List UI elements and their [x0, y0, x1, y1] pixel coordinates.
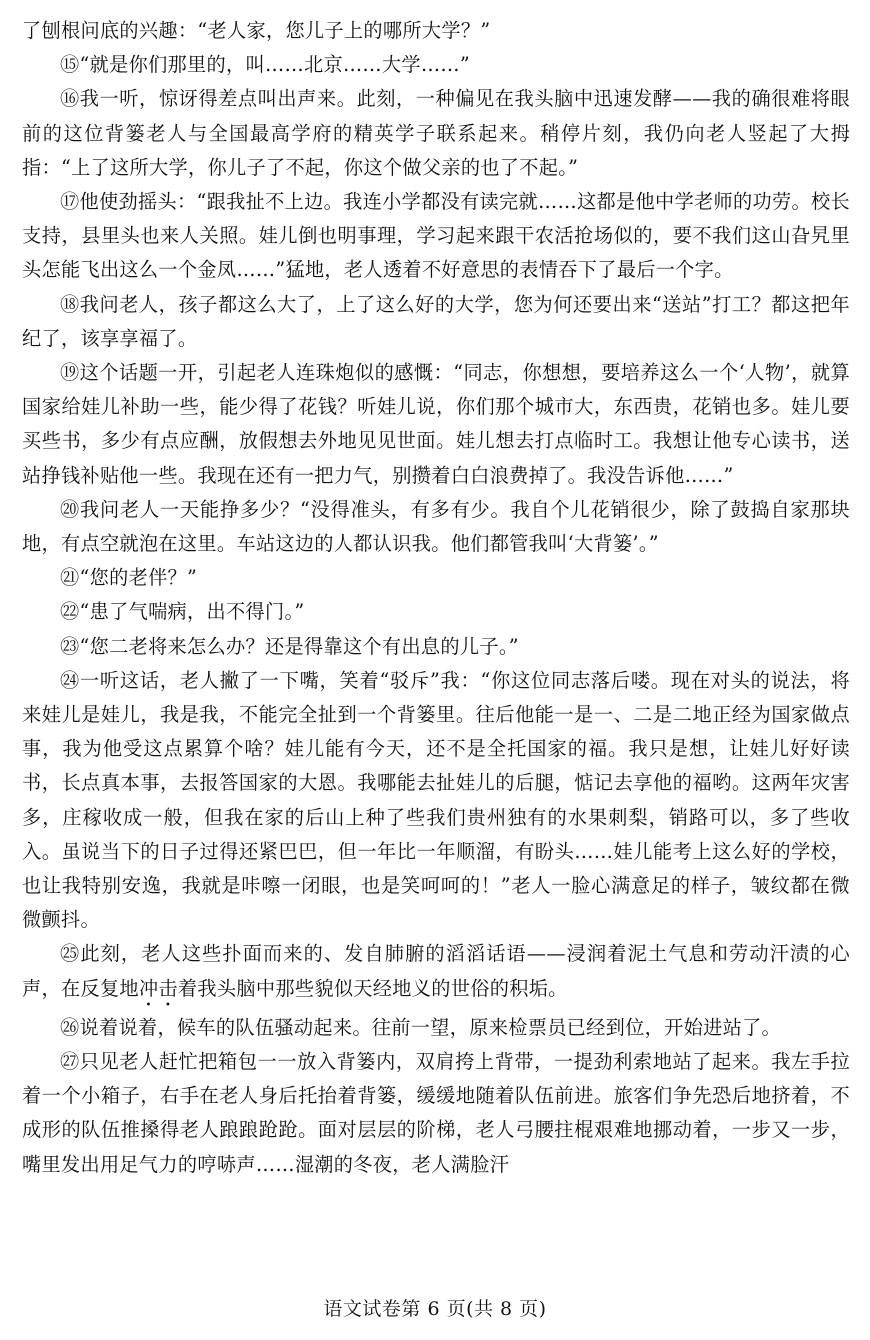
paragraph-text: 此刻，老人这些扑面而来的、发自肺腑的滔滔话语——浸润着泥土气息和劳动汗渍的心声，在反复地	[22, 942, 850, 1000]
paragraph-text: “就是你们那里的，叫……北京……大学……”	[79, 53, 470, 77]
paragraph-number: ㉒	[60, 600, 80, 624]
paragraph-17	[22, 185, 850, 288]
paragraph-text: 了刨根问底的兴趣：“老人家，您儿子上的哪所大学？”	[22, 19, 491, 42]
paragraph-text: 只见老人赶忙把箱包一一放入背篓内，双肩挎上背带，一提劲利索地站了起来。我左手拉着一个小箱子，右手在老人身后托抬着背篓，缓缓地随着队伍前进。旅客们争先恐后地挤着，不成形的队伍推搡得老人踉踉跄跄。面对层层的阶梯，老人弓腰拄棍艰难地挪动着，一步又一步，嘴里发出用足气力的哼哧声……湿潮的冬夜，老人满脸汗	[22, 1049, 850, 1176]
paragraph-number: ㉗	[60, 1049, 80, 1073]
paragraph-text: 我一听，惊讶得差点叫出声来。此刻，一种偏见在我头脑中迅速发酵——我的确很难将眼前的这位背篓老人与全国最高学府的精英学子联系起来。稍停片刻，我仍向老人竖起了大拇指：“上了这所大学，你儿子了不起，你这个做父亲的也了不起。”	[22, 87, 850, 179]
paragraph-22	[22, 595, 850, 629]
paragraph-23	[22, 630, 850, 664]
paragraph-number: ⑯	[60, 87, 80, 111]
paragraph-number: ㉔	[60, 668, 80, 692]
paragraph-number: ㉓	[60, 634, 80, 658]
paragraph-14-continued	[22, 14, 850, 48]
paragraph-number: ㉖	[60, 1015, 80, 1039]
paragraph-number: ㉕	[60, 942, 81, 966]
paragraph-number: ⑰	[60, 190, 80, 214]
paragraph-number: ㉑	[60, 566, 80, 590]
paragraph-15	[22, 48, 850, 82]
paragraph-number: ⑲	[60, 361, 80, 385]
paragraph-19	[22, 356, 850, 493]
paragraph-text: “您二老将来怎么办？还是得靠这个有出息的儿子。”	[79, 634, 519, 658]
paragraph-text: 一听这话，老人撇了一下嘴，笑着“驳斥”我：“你这位同志落后喽。现在对头的说法，将来娃儿是娃儿，我是我，不能完全扯到一个背篓里。往后他能一是一、二是二地正经为国家做点事，我为他受这点累算个啥？娃儿能有今天，还不是全托国家的福。我只是想，让娃儿好好读书，长点真本事，去报答国家的大恩。我哪能去扯娃儿的后腿，惦记去享他的福哟。这两年灾害多，庄稼收成一般，但我在家的后山上种了些我们贵州独有的水果刺梨，销路可以，多了些收入。虽说当下的日子过得还紧巴巴，但一年比一年顺溜，有盼头……娃儿能考上这么好的学校，也让我特别安逸，我就是咔嚓一闭眼，也是笑呵呵的！”老人一脸心满意足的样子，皱纹都在微微颤抖。	[22, 668, 850, 932]
paragraph-number: ⑳	[60, 497, 80, 521]
paragraph-26	[22, 1011, 850, 1045]
paragraph-text: “您的老伴？”	[79, 566, 198, 590]
paragraph-text: 他使劲摇头：“跟我扯不上边。我连小学都没有读完就……这都是他中学老师的功劳。校长支持，县里头也来人关照。娃儿倒也明事理，学习起来跟干农活抢场似的，要不我们这山旮旯里头怎能飞出这么一个金凤……”猛地，老人透着不好意思的表情吞下了最后一个字。	[22, 190, 850, 282]
paragraph-21	[22, 561, 850, 595]
paragraph-25	[22, 937, 850, 1010]
article-body	[22, 14, 850, 1182]
paragraph-16	[22, 82, 850, 185]
paragraph-text: 我问老人一天能挣多少？“没得准头，有多有少。我自个儿花销很少，除了鼓捣自家那块地，有点空就泡在这里。车站这边的人都认识我。他们都管我叫‘大背篓’。”	[22, 497, 850, 556]
paragraph-18	[22, 288, 850, 356]
paragraph-27	[22, 1045, 850, 1182]
paragraph-text: 说着说着，候车的队伍骚动起来。往前一望，原来检票员已经到位，开始进站了。	[79, 1015, 782, 1039]
paragraph-text: 着我头脑中那些貌似天经地义的世俗的积垢。	[177, 976, 568, 1000]
paragraph-number: ⑮	[60, 53, 80, 77]
page-footer: 语文试卷第 6 页(共 8 页)	[323, 1298, 547, 1320]
paragraph-number: ⑱	[60, 292, 80, 316]
paragraph-text: “患了气喘病，出不得门。”	[79, 600, 305, 624]
paragraph-20	[22, 493, 850, 561]
paragraph-24	[22, 664, 850, 938]
paragraph-text: 我问老人，孩子都这么大了，上了这么好的大学，您为何还要出来“送站”打工？都这把年纪了，该享享福了。	[22, 292, 850, 350]
emphasized-word: 冲击	[138, 976, 178, 1000]
paragraph-text: 这个话题一开，引起老人连珠炮似的感慨：“同志，你想想，要培养这么一个‘人物’，就算国家给娃儿补助一些，能少得了花钱？听娃儿说，你们那个城市大，东西贵，花销也多。娃儿要买些书，多少有点应酬，放假想去外地见见世面。娃儿想去打点临时工。我想让他专心读书，送站挣钱补贴他一些。我现在还有一把力气，别攒着白白浪费掉了。我没告诉他……”	[22, 361, 850, 487]
